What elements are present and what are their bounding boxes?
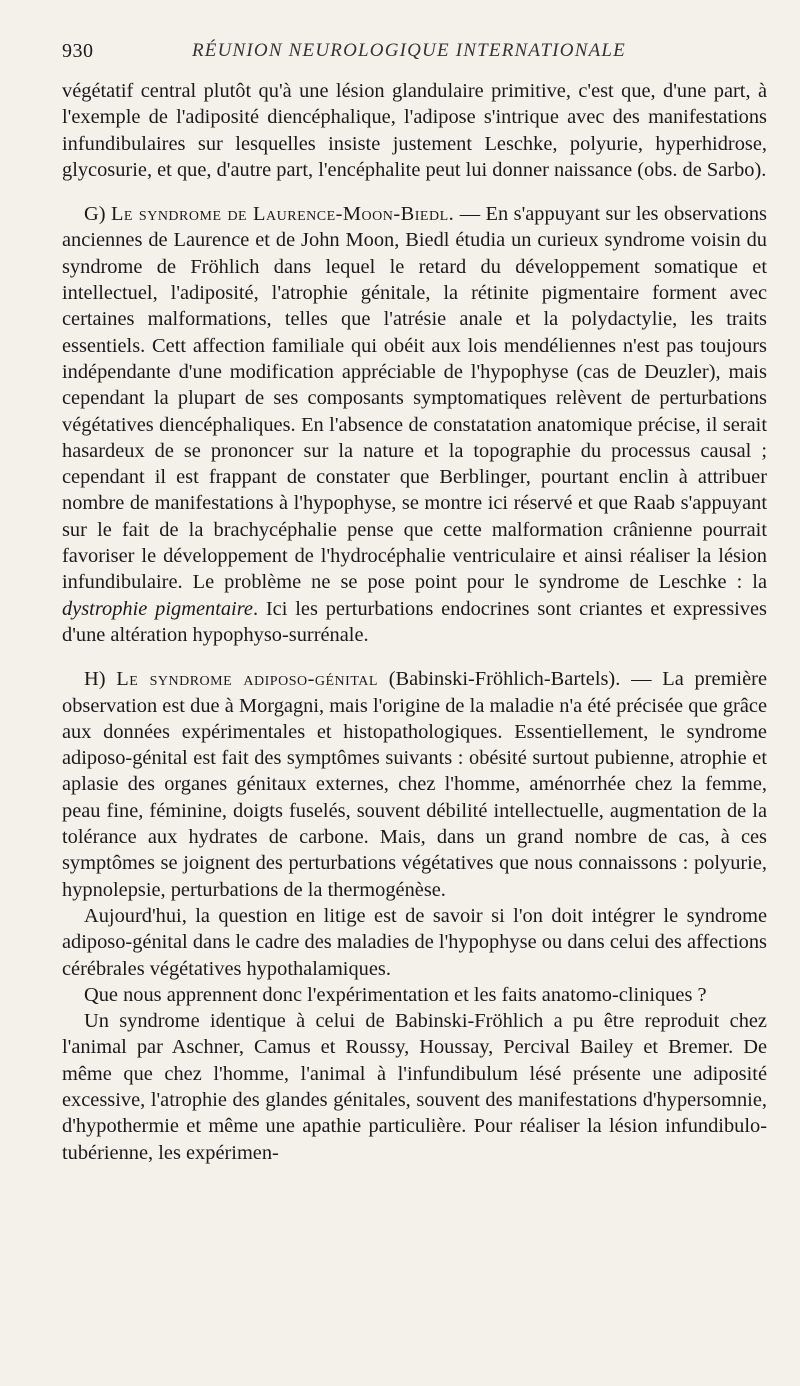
section-h-heading: Le syndrome adiposo-génital (116, 668, 378, 691)
page-header (62, 40, 762, 66)
section-g-letter: G) (84, 203, 111, 226)
paragraph-syndrome-animal: Un syndrome identique à celui de Babinski-Fröhlich a pu être reproduit chez l'animal par Aschner, Camus et Roussy, Houssay, Percival Bailey et Bremer. De même que chez l'homme, l'animal à l'infundibulum lésé présente une adiposité excessive, l'atrophie des glandes génitales, souvent des manifestations d'hypersomnie, d'hypothermie et même une apathie particulière. Pour réaliser la lésion infundibulo-tubérienne, les expérimen- (62, 1010, 767, 1164)
section-h-letter: H) (84, 668, 117, 691)
section-g (62, 201, 767, 648)
paragraph-intro: végétatif central plutôt qu'à une lésion glandulaire primitive, c'est que, d'une part, à l'exemple de l'adiposité diencéphalique, l'adipose s'intrique avec des manifestations infundibulaires sur lesquelles insiste justement Leschke, polyurie, hyperhidrose, glycosurie, et que, d'autre part, l'encéphalite peut lui donner naissance (obs. de Sarbo). (62, 80, 767, 181)
paragraph-question-litige: Aujourd'hui, la question en litige est de savoir si l'on doit intégrer le syndrome adiposo-génital dans le cadre des maladies de l'hypophyse ou dans celui des affections cérébrales végétatives hypothalamiques. (62, 904, 767, 980)
body-text (62, 78, 767, 1166)
section-g-heading: Le syndrome de Laurence-Moon-Biedl. (110, 203, 455, 226)
section-g-italic: dystrophie pigmentaire (62, 597, 253, 620)
section-g-tail: . Ici les perturbations endocrines sont criantes et expressives d'une altération hypophyso-surrénale. (62, 597, 767, 646)
section-h-text: (Babinski-Fröhlich-Bartels). — La première observation est due à Morgagni, mais l'origine de la maladie n'a été précisée que grâce aux données expérimentales et histopathologiques. Essentiellement, le syndrome adiposo-génital est fait des symptômes suivants : obésité surtout pubienne, atrophie et aplasie des organes génitaux externes, chez l'homme, aménorrhée chez la femme, peau fine, féminine, doigts fuselés, souvent débilité intellectuelle, augmentation de la tolérance aux hydrates de carbone. Mais, dans un grand nombre de cas, à ces symptômes se joignent des perturbations végétatives que nous connaissons : polyurie, hypnolepsie, perturbations de la thermogénèse. (62, 668, 767, 901)
page-number: 930 (62, 40, 94, 62)
section-g-text: — En s'appuyant sur les observations anciennes de Laurence et de John Moon, Biedl étudia un curieux syndrome voisin du syndrome de Fröhlich dans lequel le retard du développement somatique et intellectuel, l'adiposité, l'atrophie génitale, la rétinite pigmentaire forment avec certaines malformations, telles que l'atrésie anale et la polydactylie, les traits essentiels. Cett affection familiale qui obéit aux lois mendéliennes n'est pas toujours indépendante d'une modification appréciable de l'hypophyse (cas de Deuzler), mais cependant la plupart de ses composants symptomatiques relèvent de perturbations végétatives diencéphaliques. En l'absence de constatation anatomique précise, il serait hasardeux de se prononcer sur la nature et la topographie du processus causal ; cependant il est frappant de constater que Berblinger, pourtant enclin à attribuer nombre de manifestations à l'hypophyse, se montre ici réservé et que Raab s'appuyant sur le fait de la brachycéphalie pense que cette malformation crânienne pourrait favoriser le développement de l'hydrocéphalie ventriculaire et ainsi réaliser la lésion infundibulaire. Le problème ne se pose point pour le syndrome de Leschke : la (62, 203, 767, 594)
running-title: RÉUNION NEUROLOGIQUE INTERNATIONALE (192, 40, 626, 61)
paragraph-question-experimentation: Que nous apprennent donc l'expérimentation et les faits anatomo-cliniques ? (84, 983, 707, 1006)
section-h (62, 666, 767, 903)
